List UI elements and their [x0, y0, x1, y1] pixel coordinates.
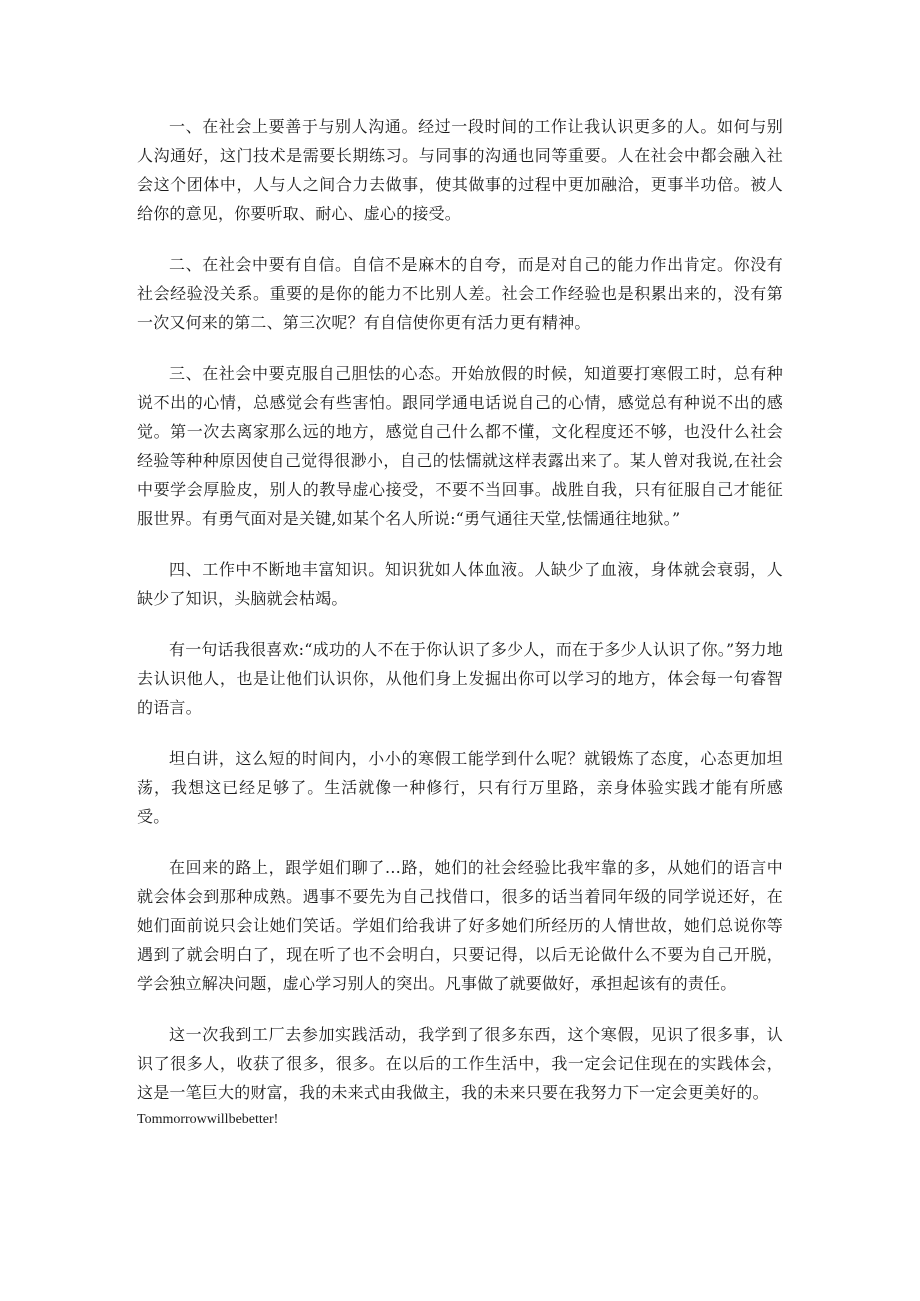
paragraph-way-back: 在回来的路上，跟学姐们聊了…路，她们的社会经验比我牢靠的多，从她们的语言中就会体会到那种成熟。遇事不要先为自己找借口，很多的话当着同年级的同学说还好，在她们面前说只会让她们笑话。学姐们给我讲了好多她们所经历的人情世故，她们总说你等遇到了就会明白了，现在听了也不会明白，只要记得，以后无论做什么不要为自己开脱，学会独立解决问题，虚心学习别人的突出。凡事做了就要做好，承担起该有的责任。: [137, 858, 783, 993]
paragraph-enrich-knowledge: 四、工作中不断地丰富知识。知识犹如人体血液。人缺少了血液，身体就会衰弱，人缺少了知识，头脑就会枯竭。: [137, 560, 783, 608]
paragraph-overcome-timidity: 三、在社会中要克服自己胆怯的心态。开始放假的时候，知道要打寒假工时，总有种说不出的心情，总感觉会有些害怕。跟同学通电话说自己的心情，感觉总有种说不出的感觉。第一次去离家那么远的地方，感觉自己什么都不懂，文化程度还不够，也没什么社会经验等种种原因使自己觉得很渺小，自己的怯懦就这样表露出来了。某人曾对我说,在社会中要学会厚脸皮，别人的教导虚心接受，不要不当回事。战胜自我，只有征服自己才能征服世界。有勇气面对是关键,如某个名人所说:“勇气通往天堂,怯懦通往地狱。”: [137, 364, 783, 528]
paragraph-conclusion: 这一次我到工厂去参加实践活动，我学到了很多东西，这个寒假，见识了很多事，认识了很多人，收获了很多，很多。在以后的工作生活中，我一定会记住现在的实践体会，这是一笔巨大的财富，我的未来式由我做主，我的未来只要在我努力下一定会更美好的。: [137, 1025, 783, 1102]
paragraph-honest-reflection: 坦白讲，这么短的时间内，小小的寒假工能学到什么呢？就锻炼了态度，心态更加坦荡，我想这已经足够了。生活就像一种修行，只有行万里路，亲身体验实践才能有所感受。: [137, 749, 783, 826]
document-body: [137, 112, 783, 1131]
paragraph-favorite-quote: 有一句话我很喜欢:“成功的人不在于你认识了多少人，而在于多少人认识了你。”努力地去认识他人，也是让他们认识你，从他们身上发掘出你可以学习的地方，体会每一句睿智的语言。: [137, 640, 783, 717]
paragraph-communication: 一、在社会上要善于与别人沟通。经过一段时间的工作让我认识更多的人。如何与别人沟通好，这门技术是需要长期练习。与同事的沟通也同等重要。人在社会中都会融入社会这个团体中，人与人之间合力去做事，使其做事的过程中更加融洽，更事半功倍。被人给你的意见，你要听取、耐心、虚心的接受。: [137, 117, 783, 223]
closing-line: Tommorrowwillbebetter!: [137, 1112, 279, 1127]
paragraph-confidence: 二、在社会中要有自信。自信不是麻木的自夸，而是对自己的能力作出肯定。你没有社会经验没关系。重要的是你的能力不比别人差。社会工作经验也是积累出来的，没有第一次又何来的第二、第三次呢？有自信使你更有活力更有精神。: [137, 255, 783, 332]
